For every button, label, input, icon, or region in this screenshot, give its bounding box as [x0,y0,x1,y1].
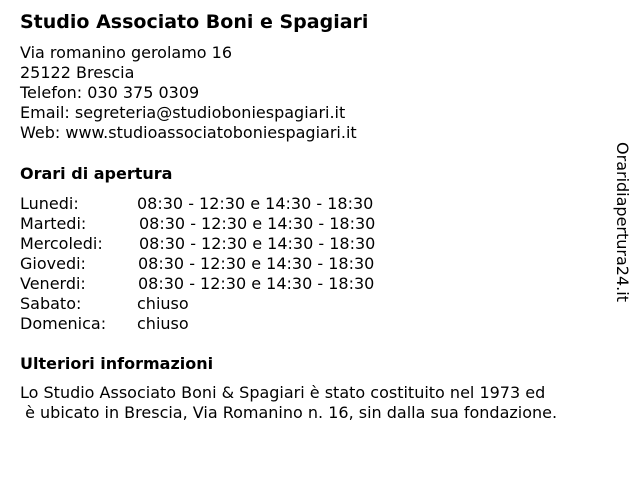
hours-day: Lunedi: [20,194,79,213]
hours-time: 08:30 - 12:30 e 14:30 - 18:30 [139,214,376,233]
hours-time: chiuso [137,294,189,313]
hours-day: Martedi: [20,214,87,233]
contact-block [20,43,357,143]
address-street: Via romanino gerolamo 16 [20,43,233,62]
website-link[interactable]: Web: www.studioassociatoboniespagiari.it [20,123,357,142]
hours-time: 08:30 - 12:30 e 14:30 - 18:30 [138,254,375,273]
hours-time: chiuso [137,314,189,333]
further-info-text: Lo Studio Associato Boni & Spagiari è stato costituito nel 1973 ed è ubicato in Brescia, Via Romanino n. 16, sin dalla sua fondazione. [20,383,558,422]
further-info-heading: Ulteriori informazioni [20,354,214,373]
opening-hours-heading: Orari di apertura [20,164,173,183]
phone-number[interactable]: Telefon: 030 375 0309 [20,83,200,102]
email-address[interactable]: Email: segreteria@studioboniespagiari.it [20,103,346,122]
hours-day: Giovedi: [20,254,86,273]
hours-day: Mercoledi: [20,234,103,253]
site-watermark: Oraridiapertura24.it [613,142,632,302]
hours-day: Sabato: [20,294,82,313]
hours-day: Venerdi: [20,274,86,293]
hours-time: 08:30 - 12:30 e 14:30 - 18:30 [138,274,375,293]
hours-time: 08:30 - 12:30 e 14:30 - 18:30 [139,234,376,253]
hours-day: Domenica: [20,314,107,333]
address-city: 25122 Brescia [20,63,135,82]
business-name: Studio Associato Boni e Spagiari [20,11,369,33]
hours-time: 08:30 - 12:30 e 14:30 - 18:30 [137,194,374,213]
